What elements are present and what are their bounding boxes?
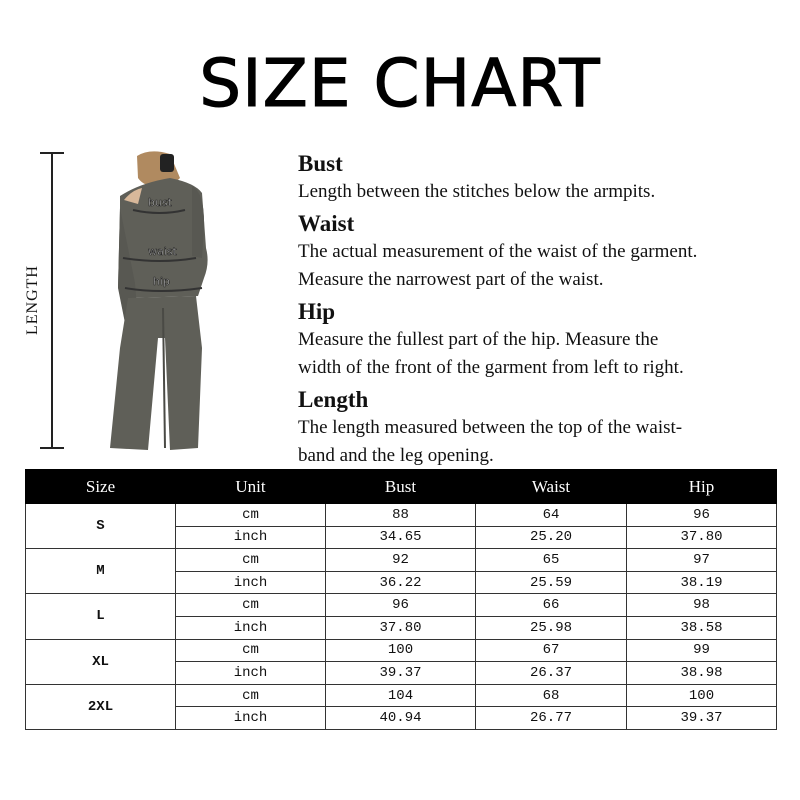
hip-cell: 38.98: [627, 662, 777, 685]
waist-cell: 64: [476, 504, 627, 527]
size-cell: L: [26, 594, 176, 639]
table-row: [26, 504, 777, 527]
waist-cell: 68: [476, 684, 627, 707]
waist-cell: 25.98: [476, 616, 627, 639]
hip-cell: 99: [627, 639, 777, 662]
bust-description: Length between the stitches below the armpits.: [298, 181, 656, 202]
unit-cell: cm: [176, 504, 326, 527]
waist-cell: 66: [476, 594, 627, 617]
garment-illustration: [20, 148, 280, 458]
bust-cell: 40.94: [326, 707, 476, 730]
hip-description: Measure the fullest part of the hip. Measure the width of the front of the garment from left to right.: [298, 329, 684, 378]
unit-cell: inch: [176, 526, 326, 549]
waist-cell: 26.37: [476, 662, 627, 685]
bust-cell: 100: [326, 639, 476, 662]
page-title: SIZE CHART: [199, 45, 601, 122]
unit-cell: inch: [176, 616, 326, 639]
table-header-row: [26, 470, 777, 504]
waist-cell: 25.59: [476, 571, 627, 594]
bust-cell: 36.22: [326, 571, 476, 594]
length-heading: Length: [298, 387, 369, 412]
waist-cell: 26.77: [476, 707, 627, 730]
bust-cell: 34.65: [326, 526, 476, 549]
header-unit: Unit: [176, 470, 326, 504]
size-cell: M: [26, 549, 176, 594]
hip-cell: 97: [627, 549, 777, 572]
hip-cell: 100: [627, 684, 777, 707]
waist-cell: 65: [476, 549, 627, 572]
waist-heading: Waist: [298, 211, 355, 236]
waist-cell: 25.20: [476, 526, 627, 549]
length-label: LENGTH: [24, 265, 41, 335]
waist-cell: 67: [476, 639, 627, 662]
measurement-descriptions: [298, 150, 788, 474]
header-size: Size: [26, 470, 176, 504]
size-cell: S: [26, 504, 176, 549]
hip-heading: Hip: [298, 299, 336, 324]
waist-marker-label: waist: [148, 245, 177, 258]
bust-heading: Bust: [298, 151, 343, 176]
header-hip: Hip: [627, 470, 777, 504]
unit-cell: cm: [176, 594, 326, 617]
header-bust: Bust: [326, 470, 476, 504]
bust-cell: 104: [326, 684, 476, 707]
table-row: [26, 639, 777, 662]
table-row: [26, 594, 777, 617]
hip-cell: 37.80: [627, 526, 777, 549]
table-row: [26, 684, 777, 707]
unit-cell: cm: [176, 549, 326, 572]
hip-cell: 39.37: [627, 707, 777, 730]
length-description: The length measured between the top of the waist- band and the leg opening.: [298, 417, 683, 466]
size-cell: 2XL: [26, 684, 176, 729]
hip-cell: 98: [627, 594, 777, 617]
bust-cell: 88: [326, 504, 476, 527]
header-waist: Waist: [476, 470, 627, 504]
hip-marker-label: hip: [153, 275, 171, 288]
hip-cell: 96: [627, 504, 777, 527]
hip-cell: 38.58: [627, 616, 777, 639]
size-table: [25, 469, 777, 730]
hip-cell: 38.19: [627, 571, 777, 594]
unit-cell: inch: [176, 707, 326, 730]
unit-cell: cm: [176, 639, 326, 662]
waist-description: The actual measurement of the waist of the garment. Measure the narrowest part of the waist.: [298, 241, 698, 290]
bust-marker-label: bust: [148, 196, 172, 209]
unit-cell: inch: [176, 571, 326, 594]
unit-cell: cm: [176, 684, 326, 707]
bust-cell: 37.80: [326, 616, 476, 639]
table-row: [26, 549, 777, 572]
size-cell: XL: [26, 639, 176, 684]
bust-cell: 96: [326, 594, 476, 617]
unit-cell: inch: [176, 662, 326, 685]
bust-cell: 39.37: [326, 662, 476, 685]
bust-cell: 92: [326, 549, 476, 572]
